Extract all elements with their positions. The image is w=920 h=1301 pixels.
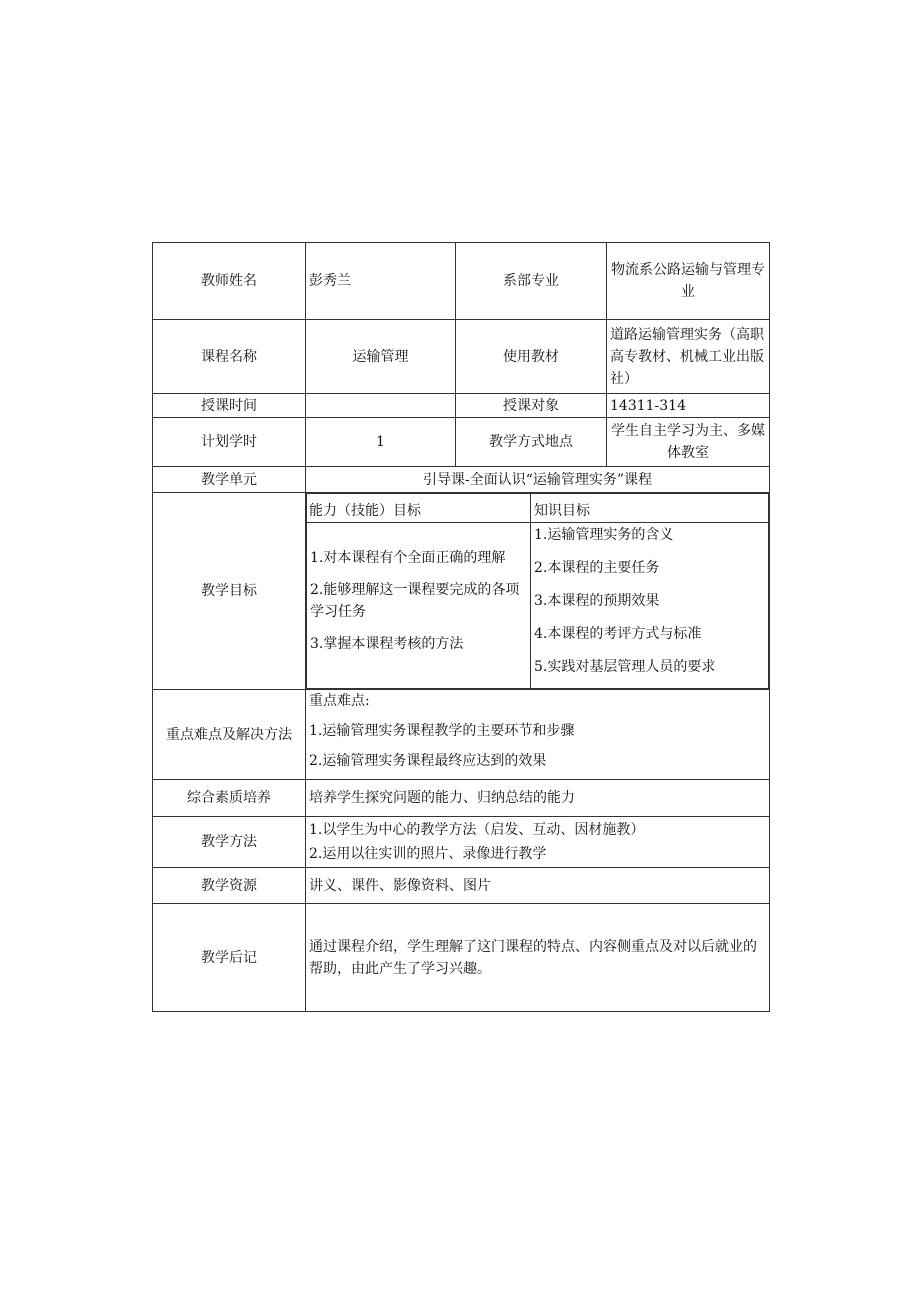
row-hours — [153, 418, 770, 467]
resources-label: 教学资源 — [153, 868, 306, 904]
knowledge-item: 4.本课程的考评方式与标准 — [534, 626, 702, 642]
unit-value: 引导课-全面认识“运输管理实务”课程 — [306, 467, 770, 493]
ability-item: 1.对本课程有个全面正确的理解 — [310, 549, 506, 566]
goals-subtable — [306, 493, 769, 689]
lesson-plan-table — [152, 242, 770, 1012]
ability-item: 2.能够理解这一课程要完成的各项学习任务 — [310, 581, 520, 620]
method-place-value: 学生自主学习为主、多媒体教室 — [607, 418, 770, 467]
knowledge-header: 知识目标 — [531, 494, 769, 523]
row-afterword — [153, 904, 770, 1012]
department-label: 系部专业 — [456, 243, 607, 320]
keypoints-label: 重点难点及解决方法 — [153, 690, 306, 780]
row-quality — [153, 780, 770, 817]
audience-label: 授课对象 — [456, 394, 607, 418]
goals-cell — [306, 493, 770, 690]
row-course — [153, 320, 770, 394]
afterword-label: 教学后记 — [153, 904, 306, 1012]
row-unit — [153, 467, 770, 493]
ability-goals — [307, 523, 531, 689]
methods-item: 1.以学生为中心的教学方法（启发、互动、因材施教） — [309, 822, 645, 838]
unit-label: 教学单元 — [153, 467, 306, 493]
time-value — [306, 394, 456, 418]
methods-label: 教学方法 — [153, 817, 306, 868]
row-teacher — [153, 243, 770, 320]
textbook-label: 使用教材 — [456, 320, 607, 394]
hours-value: 1 — [306, 418, 456, 467]
time-label: 授课时间 — [153, 394, 306, 418]
textbook-value: 道路运输管理实务（高职高专教材、机械工业出版社） — [607, 320, 770, 394]
quality-label: 综合素质培养 — [153, 780, 306, 817]
methods-item: 2.运用以往实训的照片、录像进行教学 — [309, 846, 547, 862]
knowledge-item: 1.运输管理实务的含义 — [534, 527, 674, 543]
keypoints-item: 1.运输管理实务课程教学的主要环节和步骤 — [309, 723, 575, 739]
keypoints-item: 2.运输管理实务课程最终应达到的效果 — [309, 753, 547, 769]
row-resources — [153, 868, 770, 904]
ability-item: 3.掌握本课程考核的方法 — [310, 635, 464, 652]
department-text: 物流系公路运输与管理专业 — [611, 262, 765, 300]
goals-label: 教学目标 — [153, 493, 306, 690]
row-time — [153, 394, 770, 418]
hours-label: 计划学时 — [153, 418, 306, 467]
quality-value: 培养学生探究问题的能力、归纳总结的能力 — [306, 780, 770, 817]
knowledge-item: 3.本课程的预期效果 — [534, 593, 660, 609]
method-place-label: 教学方式地点 — [456, 418, 607, 467]
audience-value: 14311-314 — [607, 394, 770, 418]
keypoints-cell — [306, 690, 770, 780]
course-value: 运输管理 — [306, 320, 456, 394]
course-label: 课程名称 — [153, 320, 306, 394]
row-methods — [153, 817, 770, 868]
row-keypoints — [153, 690, 770, 780]
knowledge-goals — [531, 523, 769, 689]
teacher-label: 教师姓名 — [153, 243, 306, 320]
teacher-value: 彭秀兰 — [306, 243, 456, 320]
knowledge-item: 2.本课程的主要任务 — [534, 560, 660, 576]
afterword-value: 通过课程介绍，学生理解了这门课程的特点、内容侧重点及对以后就业的帮助，由此产生了学习兴趣。 — [306, 904, 770, 1012]
knowledge-item: 5.实践对基层管理人员的要求 — [534, 659, 716, 675]
resources-value: 讲义、课件、影像资料、图片 — [306, 868, 770, 904]
ability-header: 能力（技能）目标 — [307, 494, 531, 523]
methods-cell — [306, 817, 770, 868]
row-goals — [153, 493, 770, 690]
department-value — [607, 243, 770, 320]
keypoints-title: 重点难点: — [309, 693, 370, 709]
